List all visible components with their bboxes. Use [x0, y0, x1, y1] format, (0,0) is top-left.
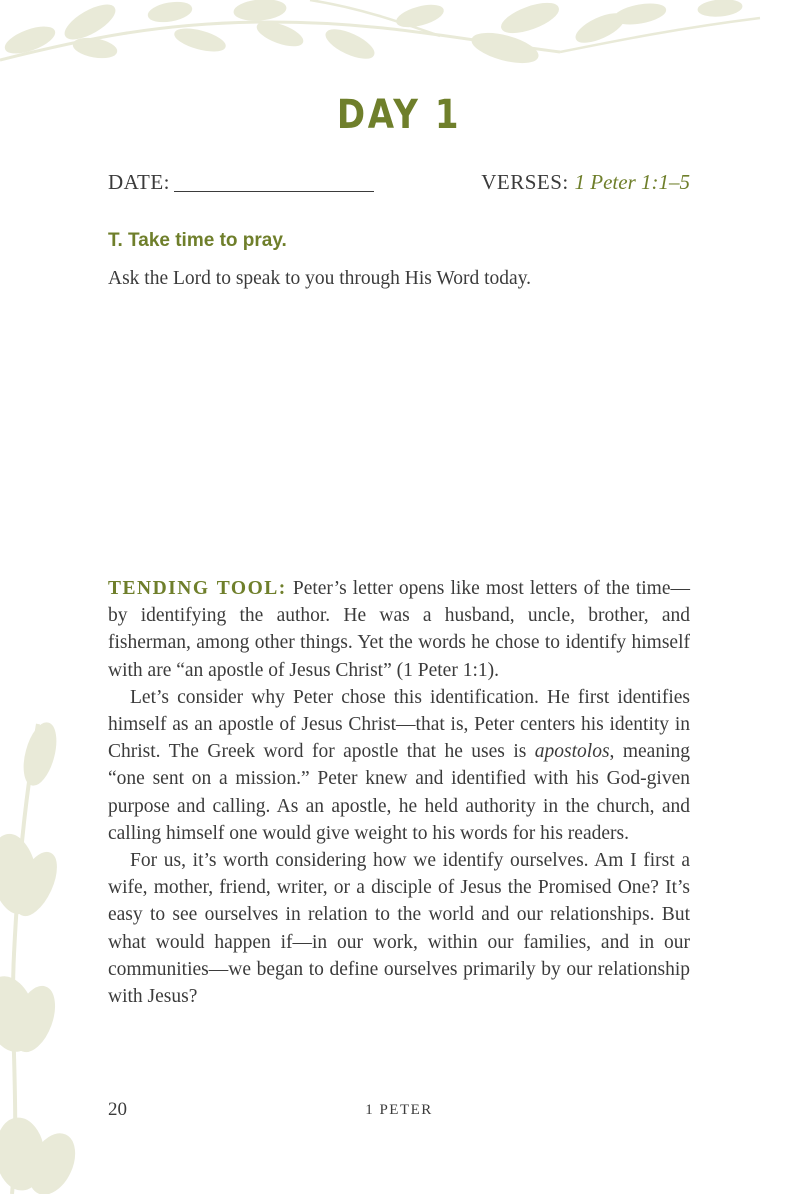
paragraph-1 — [108, 575, 690, 684]
book-name: 1 PETER — [365, 1102, 433, 1118]
paragraph-2-before: Let’s consider why Peter chose this identification. He first identifies himself as an apostle of Jesus Christ—that is, Peter centers his identity in Christ. The Greek word for apostle that he uses is — [108, 686, 690, 763]
verses-reference: 1 Peter 1:1–5 — [574, 170, 690, 194]
verses-label: VERSES: — [481, 170, 569, 194]
step-text: Ask the Lord to speak to you through His Word today. — [108, 268, 532, 289]
paragraph-2-italic: apostolos — [534, 741, 610, 763]
left-vine-decoration — [0, 714, 90, 1194]
step-heading: T. Take time to pray. — [108, 230, 287, 251]
date-line — [174, 191, 374, 192]
paragraph-1-text: Peter’s letter opens like most letters of the time—by identifying the author. He was a husband, uncle, brother, and fisherman, among other things. Yet the words he chose to identify himself with are “an apostle of Jesus Christ” (1 Peter 1:1). — [108, 578, 691, 681]
paragraph-2-after: , meaning “one sent on a mission.” Peter knew and identified with his God-given purpose and calling. As an apostle, he held authority in the church, and calling himself one would give weight to his words for his readers. — [108, 741, 690, 844]
paragraph-2 — [108, 684, 690, 847]
verses-info — [481, 170, 690, 195]
tending-tool-section — [108, 575, 690, 1010]
paragraph-3: For us, it’s worth considering how we identify ourselves. Am I first a wife, mother, friend, writer, or a disciple of Jesus the Promised One? It’s easy to see ourselves in relation to the world and our relationships. But what would happen if—in our work, within our families, and in our communities—we began to define ourselves primarily by our relationship with Jesus? — [108, 850, 690, 1008]
top-vine-decoration — [0, 0, 800, 90]
tending-tool-label: TENDING TOOL: — [108, 578, 287, 599]
date-label: DATE: — [108, 170, 170, 194]
date-verses-row — [108, 170, 690, 200]
day-title: DAY 1 — [336, 92, 462, 138]
page-number: 20 — [108, 1099, 127, 1120]
